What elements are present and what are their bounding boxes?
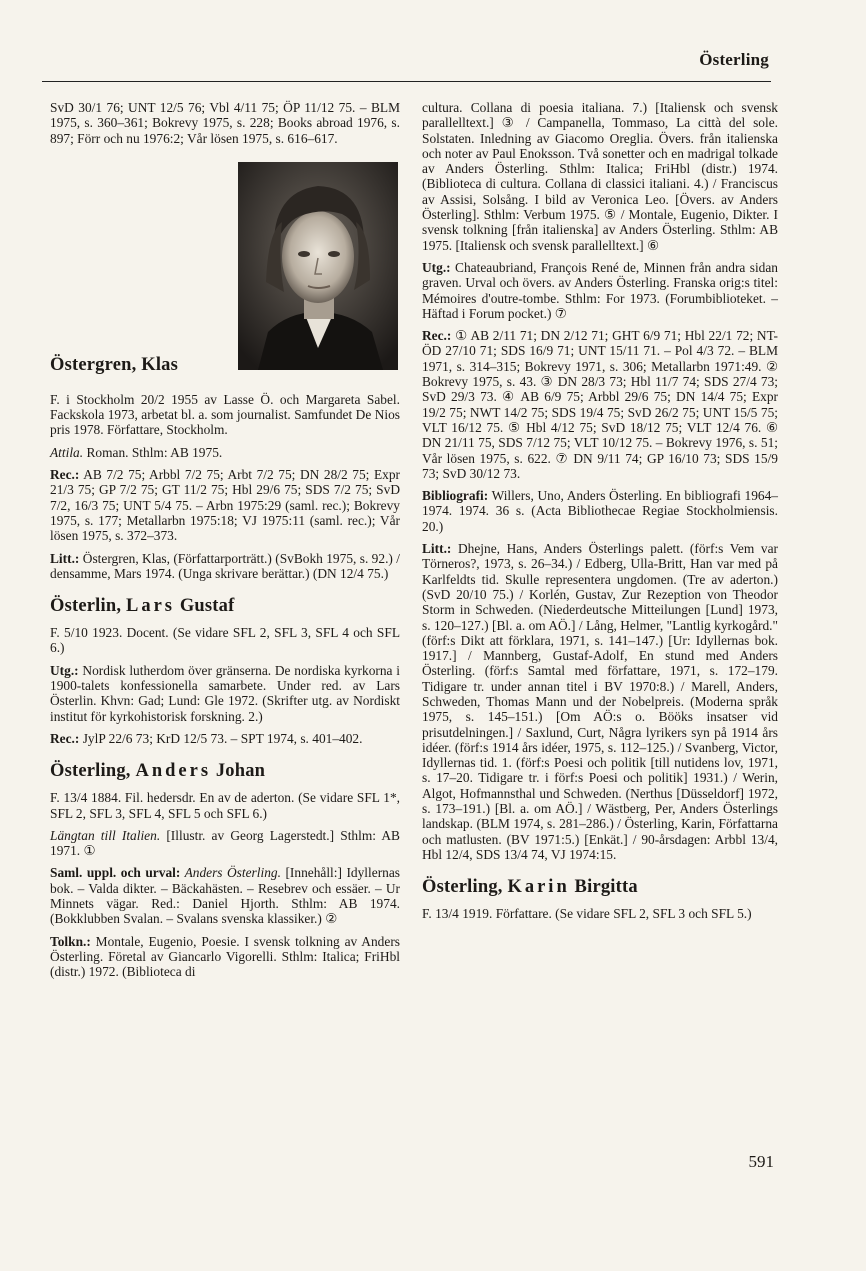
intro-references: SvD 30/1 76; UNT 12/5 76; Vbl 4/11 75; ÖP 11/12 75. – BLM 1975, s. 360–361; Bokrevy 1975, s. 228; Books abroad 1976, s. 897; Förr och nu 1976:2; Vår lösen 1975, s. 616–617. xyxy=(50,100,400,146)
page-number: 591 xyxy=(748,1152,774,1171)
anders-bibliography-text: Willers, Uno, Anders Österling. En bibliografi 1964–1974. 1974. 36 s. (Acta Bibliothecae Regiae Stockholmiensis. 20.) xyxy=(422,488,778,534)
rec-label: Rec.: xyxy=(50,467,80,483)
portrait-image xyxy=(238,162,398,370)
ostergren-work-title: Attila. xyxy=(50,444,84,460)
osterlin-editions-text: Nordisk lutherdom över gränserna. De nordiska kyrkorna i 1900-talets konfessionella samarbete. Under red. av Lars Österlin. Khvn: Gad; Lund: Gle 1972. (Skrifter utg. av Nordiskt institut för kyrkohistorisk forskning. 2.) xyxy=(50,662,400,724)
osterling-anders-bio: F. 13/4 1884. Fil. hedersdr. En av de aderton. (Se vidare SFL 1*, SFL 2, SFL 3, SFL 4, SFL 5 och SFL 6.) xyxy=(50,790,400,821)
anders-editions-text: Chateaubriand, François René de, Minnen från andra sidan graven. Urval och övers. av Anders Österling. Franska orig:s titel: Mémoires d'outre-tombe. Sthlm: For 1973. (Forumbiblioteket. – Häftad i Forum pocket.) ⑦ xyxy=(422,259,778,321)
osterlin-reviews-text: JylP 22/6 73; KrD 12/5 73. – SPT 1974, s. 401–402. xyxy=(79,730,363,746)
heading-osterling-karin-birgitta xyxy=(422,876,778,898)
anders-literature-text: Dhejne, Hans, Anders Österlings palett. (förf:s Vem var Törneros?, 1973, s. 26–34.) / Edberg, Ulla-Britt, Han var med på Karlfeldts tid. Skulle representera ungdomen. (Tre av aderton.) (SvD 20/10 75.) / Korlén, Gustav, Zur Rezeption von Theodor Storm in Schweden. (Niederdeutsche Mitteilungen [Lund] 1973, s. 120–127.) [Bl. a. om AÖ.] / Lång, Helmer, "Lantlig kyrkogård." (förf:s Dikt att förklara, 1971, s. 141–147.) [Ur: Idyllernas bok. 1917.] / Mannberg, Gustaf-Adolf, En stund med Anders Österling. (förf:s Samtal med författare, 1971, s. 172–179. Tidigare tr. under annan titel i BV 1970:8.) / Marell, Anders, Schweden, Thomas Mann und der Nobelpreis. (Moderna språk 1975, s. 145–151.) [Om AÖ:s o. Bööks insatser vid prisutdelningen.] / Saxlund, Curt, Några lyrikers syn på 1914 års idéer. (förf:s 1914 års idéer, 1975, s. 112–125.) / Svanberg, Victor, Idyllernas tid. 1. (förf:s Poesi och politik [till nutidens lov, 1971, s. 17–20. Tidigare tr. i förf:s Poesi och politik] 1931.) / Werin, Algot, Hofmannsthal und Schweden. (Nerthus [Düsseldorf] 1972, s. 173–191.) [Bl. a. om AÖ.] / Wästberg, Per, Anders Österlings landskap. (BLM 1974, s. 281–286.) / Österling, Karin, Författarna och matlusten. (BV 1971:5.) [Enkät.] / 90-årsdagen: Arbbl 13/4, Hbl 12/4, SDS 13/4 74, VJ 1974:15. xyxy=(422,541,778,862)
osterlin-reviews xyxy=(50,731,400,746)
work-details: [Illustr. av Georg Lagerstedt.] Sthlm: AB 1971. ① xyxy=(50,827,400,859)
anders-reviews xyxy=(422,328,778,481)
heading-osterling-anders-johan xyxy=(50,760,400,782)
tolkn-text: Montale, Eugenio, Poesie. I svensk tolkning av Anders Österling. Företal av Giancarlo Vigorelli. Sthlm: Italica; FriHbl (distr.) 1972. (Biblioteca di xyxy=(50,933,400,980)
translations-continued: cultura. Collana di poesia italiana. 7.) [Italiensk och svensk parallelltext.] ③ / Campanella, Tommaso, La città del sole. Solstaten. Inledning av Giacomo Oreglia. Övers. från italienska och noter av Paul Enoksson. Två sonetter och en madrigal tolkade av Anders Österling. Sthlm: Italica; FriHbl (distr.) 1974. (Biblioteca di cultura. Collana di classici italiani. 4.) / Franciscus av Assisi, Solsång. I bild av Veronica Leo. [Övers. av Anders Österling]. Sthlm: Verbum 1975. ⑤ / Montale, Eugenio, Dikter. I svensk tolkning [från italienska] av Anders Österling. Sthlm: AB 1975. [Italiensk och svensk parallelltext.] ⑥ xyxy=(422,100,778,253)
heading-surname: Österling, xyxy=(422,877,508,898)
heading-rest-name: Birgitta xyxy=(569,877,638,898)
osterling-karin-bio: F. 13/4 1919. Författare. (Se vidare SFL 2, SFL 3 och SFL 5.) xyxy=(422,906,752,922)
bibliografi-label: Bibliografi: xyxy=(422,488,489,504)
heading-rest-name: Johan xyxy=(211,761,266,782)
ostergren-work xyxy=(50,445,400,460)
saml-label: Saml. uppl. och urval: xyxy=(50,865,181,881)
heading-surname: Österling, xyxy=(50,761,136,782)
heading-spaced-name: Karin xyxy=(507,877,570,898)
heading-spaced-name: Lars xyxy=(126,596,175,617)
heading-surname: Österlin, xyxy=(50,596,126,617)
ostergren-bio: F. i Stockholm 20/2 1955 av Lasse Ö. och Margareta Sabel. Fackskola 1973, arbetat bl. a. som journalist. Samfundet De Nios pris 1978. Författare, Stockholm. xyxy=(50,391,400,438)
osterling-anders-work xyxy=(50,828,400,859)
osterling-anders-collected xyxy=(50,865,400,926)
heading-spaced-name: Anders xyxy=(135,761,212,782)
right-column xyxy=(422,100,778,929)
heading-rest-name: Gustaf xyxy=(175,596,235,617)
ostergren-literature-text: Östergren, Klas, (Författarporträtt.) (SvBokh 1975, s. 92.) / densamme, Mars 1974. (Unga skrivare berättar.) (DN 12/4 75.) xyxy=(50,550,400,581)
ostergren-portrait-block xyxy=(50,162,400,375)
anders-bibliography xyxy=(422,488,778,534)
ostergren-literature xyxy=(50,551,400,582)
header-rule xyxy=(42,81,771,82)
rec-label: Rec.: xyxy=(422,328,452,344)
saml-title: Anders Österling. xyxy=(180,865,281,881)
osterlin-bio: F. 5/10 1923. Docent. (Se vidare SFL 2, SFL 3, SFL 4 och SFL 6.) xyxy=(50,625,400,656)
author-portrait-photo xyxy=(238,162,398,370)
left-column xyxy=(50,100,400,987)
litt-label: Litt.: xyxy=(422,541,452,557)
tolkn-label: Tolkn.: xyxy=(50,933,91,949)
ostergren-reviews-text: AB 7/2 75; Arbbl 7/2 75; Arbt 7/2 75; DN 28/2 75; Expr 21/3 75; GP 7/2 75; GT 11/2 75; Hbl 29/6 75; SDS 7/2 75; SvD 7/2, 16/3 75; UNT 5/4 75. – Arbn 1975:29 (saml. rec.); Bokrevy 1975, s. 177; Metallarbn 1975:18; VJ 1975:11 (saml. rec.); Vår lösen 1975, s. 372–373. xyxy=(50,467,400,544)
heading-ostergren-klas: Östergren, Klas xyxy=(50,354,179,375)
running-title: Österling xyxy=(699,50,769,69)
work-title: Längtan till Italien. xyxy=(50,827,161,843)
utg-label: Utg.: xyxy=(422,259,451,275)
utg-label: Utg.: xyxy=(50,662,79,678)
anders-reviews-text: ① AB 2/11 71; DN 2/12 71; GHT 6/9 71; Hbl 22/1 72; NT-ÖD 27/10 71; SDS 16/9 71; UNT 15/11 71. – Pol 4/3 72. – BLM 1971, s. 314–315; Bokrevy 1971, s. 306; Metallarbn 1971:49. ② Bokrevy 1975, s. 43. ③ DN 28/3 73; Hbl 11/7 74; SDS 27/4 73; SvD 29/3 73. ④ AB 6/9 75; Arbbl 29/6 75; DN 14/4 75; Expr 19/2 75; NWT 14/2 75; SDS 19/4 75; SvD 26/2 75; UNT 15/5 75; VLT 16/12 75. ⑤ Hbl 4/12 75; SvD 18/12 75; VLT 12/4 76. ⑥ DN 21/11 75, SDS 7/12 75; VLT 10/12 75. – Bokrevy 1976, s. 51; Vår lösen 1975, s. 622. ⑦ DN 9/11 74; GP 16/10 73; SDS 15/9 73; SvD 30/12 73. xyxy=(422,328,778,481)
osterling-anders-translations xyxy=(50,934,400,980)
osterlin-editions xyxy=(50,663,400,724)
anders-literature xyxy=(422,541,778,862)
heading-osterlin-lars-gustaf xyxy=(50,595,400,617)
ostergren-work-details: Roman. Sthlm: AB 1975. xyxy=(83,444,223,460)
ostergren-reviews xyxy=(50,467,400,543)
rec-label: Rec.: xyxy=(50,730,80,746)
anders-editions xyxy=(422,260,778,321)
saml-text: [Innehåll:] Idyllernas bok. – Valda dikter. – Bäckahästen. – Resebrev och essäer. – Ur Minnets vägar. Red.: Daniel Hjorth. Sthlm: AB 1974. (Bokklubben Svalan. – Svalans svenska klassiker.) ② xyxy=(50,865,401,927)
litt-label: Litt.: xyxy=(50,550,80,566)
